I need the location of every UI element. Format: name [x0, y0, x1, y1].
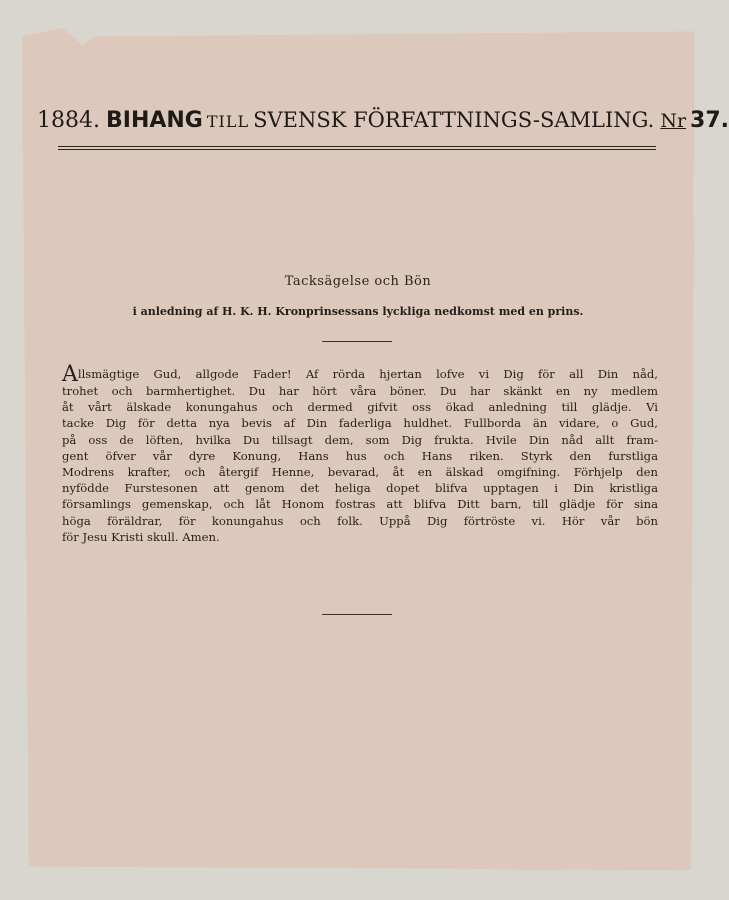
prayer-line: nyfödde Furstesonen att genom det heliga dopet blifva upptagen i Din kristliga: [62, 481, 658, 496]
prayer-line: höga föräldrar, för konungahus och folk. Uppå Dig förtröste vi. Hör vår bön: [62, 513, 658, 528]
header-year: 1884.: [37, 108, 100, 133]
prayer-line: gent öfver vår dyre Konung, Hans hus och Hans riken. Styrk den furstliga: [62, 448, 658, 463]
document-subtitle: i anledning af H. K. H. Kronprinsessans lyckliga nedkomst med en prins.: [132, 305, 584, 318]
prayer-line: församlings gemenskap, och låt Honom fostras att blifva Ditt barn, till glädje för sina: [62, 497, 658, 512]
prayer-line: tacke Dig för detta nya bevis af Din faderliga huldhet. Fullborda än vidare, o Gud,: [62, 416, 658, 431]
document-title: Tacksägelse och Bön: [284, 274, 432, 289]
prayer-text: [62, 362, 658, 545]
prayer-line: trohet och barmhertighet. Du har hört våra böner. Du har skänkt en ny medlem: [62, 384, 658, 398]
header-nr: Nr: [660, 110, 687, 132]
drop-cap: A: [62, 362, 78, 387]
header-till: TILL: [206, 112, 250, 131]
prayer-line: Modrens krafter, och återgif Henne, bevarad, åt en älskad omgifning. Förhjelp den: [62, 465, 658, 480]
header-rule: [58, 146, 656, 147]
prayer-line: åt vårt älskade konungahus och dermed gifvit oss ökad anledning till glädje. Vi: [62, 400, 658, 415]
divider-top: [322, 341, 392, 342]
page-header: [37, 108, 729, 133]
prayer-line: för Jesu Kristi skull. Amen.: [62, 529, 220, 544]
header-rule-double: [58, 149, 656, 150]
prayer-line: [62, 362, 658, 387]
header-bihang: BIHANG: [105, 108, 203, 133]
divider-bottom: [322, 614, 392, 615]
prayer-line: på oss de löften, hvilka Du tillsagt dem, som Dig frukta. Hvile Din nåd allt fram-: [62, 432, 658, 447]
header-number: 37.: [690, 108, 729, 133]
header-svensk-forfattnings-samling: SVENSK FÖRFATTNINGS-SAMLING.: [253, 108, 655, 132]
prayer-line-text: llsmägtige Gud, allgode Fader! Af rörda hjertan lofve vi Dig för all Din nåd,: [77, 367, 658, 381]
